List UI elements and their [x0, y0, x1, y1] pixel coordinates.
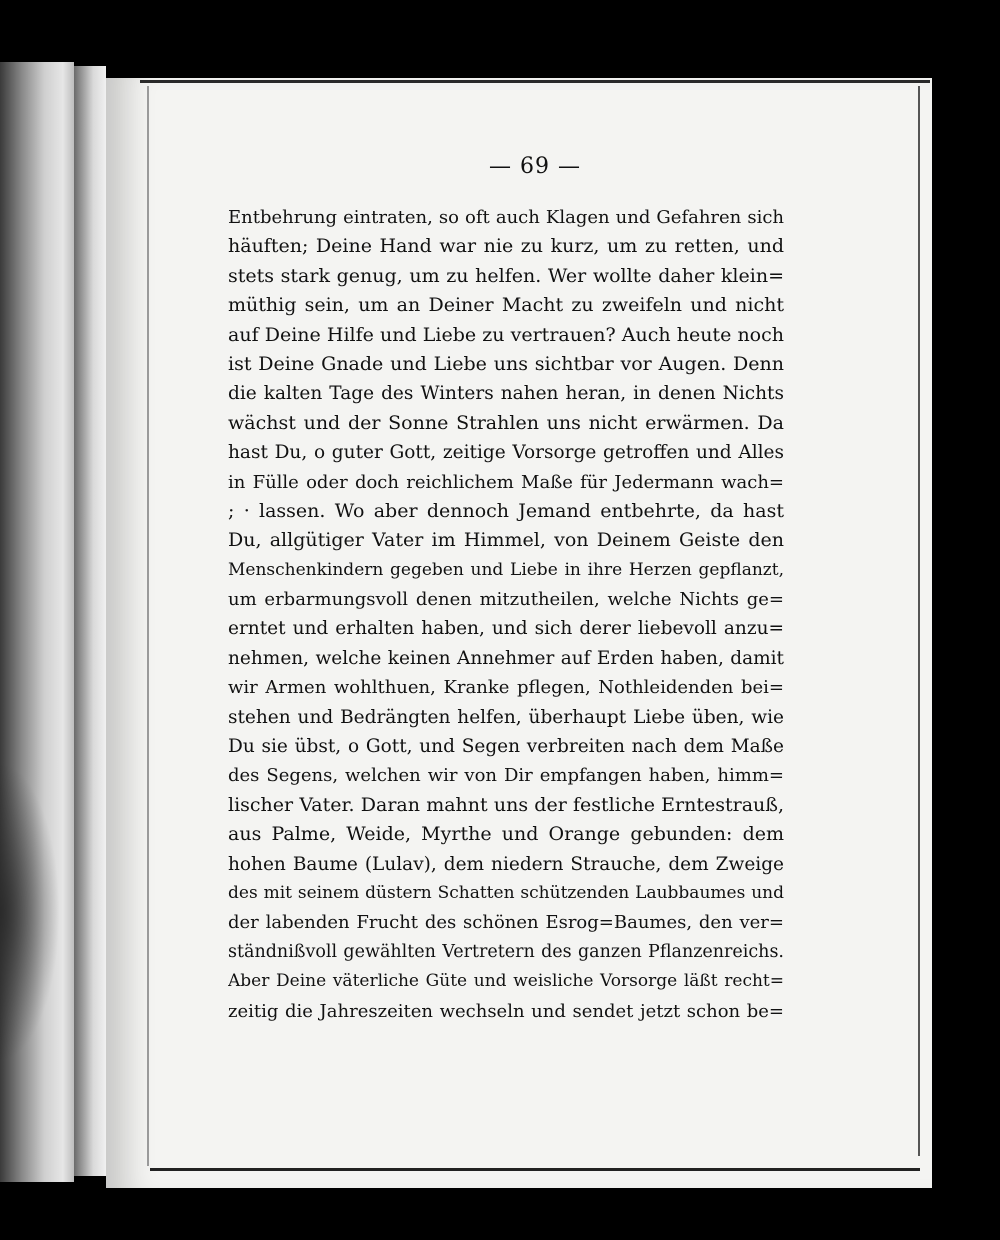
text-line: wir Armen wohlthuen, Kranke pflegen, Nothleidenden bei=: [228, 677, 784, 699]
page-right-edge: [918, 86, 920, 1156]
text-line: ständnißvoll gewählten Vertretern des ganzen Pflanzenreichs.: [228, 941, 784, 962]
text-line: müthig sein, um an Deiner Macht zu zweifeln und nicht: [228, 294, 784, 317]
page-bottom-edge: [150, 1168, 920, 1171]
page-top-edge: [140, 80, 930, 83]
page-number: — 69 —: [489, 154, 581, 179]
text-line: erntet und erhalten haben, und sich derer liebevoll anzu=: [228, 618, 784, 640]
text-line: der labenden Frucht des schönen Esrog=Baumes, den ver=: [228, 912, 784, 934]
text-line: des mit seinem düstern Schatten schützenden Laubbaumes und: [228, 882, 784, 903]
text-line: stehen und Bedrängten helfen, überhaupt Liebe üben, wie: [228, 706, 784, 728]
text-line: zeitig die Jahreszeiten wechseln und sendet jetzt schon be=: [228, 1000, 784, 1022]
body-text: [228, 203, 784, 1026]
text-line: in Fülle oder doch reichlichem Maße für Jedermann wach=: [228, 471, 784, 493]
text-line: Entbehrung eintraten, so oft auch Klagen und Gefahren sich: [228, 207, 784, 228]
text-line: ; · lassen. Wo aber dennoch Jemand entbehrte, da hast: [228, 499, 784, 522]
text-line: nehmen, welche keinen Annehmer auf Erden haben, damit: [228, 647, 784, 669]
text-line: um erbarmungsvoll denen mitzutheilen, welche Nichts ge=: [228, 589, 784, 611]
text-line: wächst und der Sonne Strahlen uns nicht erwärmen. Da: [228, 411, 784, 434]
text-line: Du sie übst, o Gott, und Segen verbreiten nach dem Maße: [228, 736, 784, 758]
text-line: Aber Deine väterliche Güte und weisliche Vorsorge läßt recht=: [228, 971, 784, 992]
text-line: Menschenkindern gegeben und Liebe in ihre Herzen gepflanzt,: [228, 559, 784, 580]
text-line: Du, allgütiger Vater im Himmel, von Deinem Geiste den: [228, 529, 784, 552]
text-line: des Segens, welchen wir von Dir empfangen haben, himm=: [228, 765, 784, 787]
text-line: die kalten Tage des Winters nahen heran, in denen Nichts: [228, 383, 784, 405]
text-line: ist Deine Gnade und Liebe uns sichtbar vor Augen. Denn: [228, 352, 784, 375]
text-line: hast Du, o guter Gott, zeitige Vorsorge getroffen und Alles: [228, 442, 784, 464]
text-line: hohen Baume (Lulav), dem niedern Strauche, dem Zweige: [228, 853, 784, 875]
text-line: stets stark genug, um zu helfen. Wer wollte daher klein=: [228, 264, 784, 287]
text-line: auf Deine Hilfe und Liebe zu vertrauen? Auch heute noch: [228, 323, 784, 346]
page-left-edge: [147, 86, 149, 1166]
book-gutter: [74, 66, 106, 1176]
text-line: häuften; Deine Hand war nie zu kurz, um zu retten, und: [228, 235, 784, 258]
text-line: lischer Vater. Daran mahnt uns der festliche Erntestrauß,: [228, 793, 784, 816]
text-line: aus Palme, Weide, Myrthe und Orange gebunden: dem: [228, 823, 784, 846]
previous-page-edge: [0, 62, 74, 1182]
